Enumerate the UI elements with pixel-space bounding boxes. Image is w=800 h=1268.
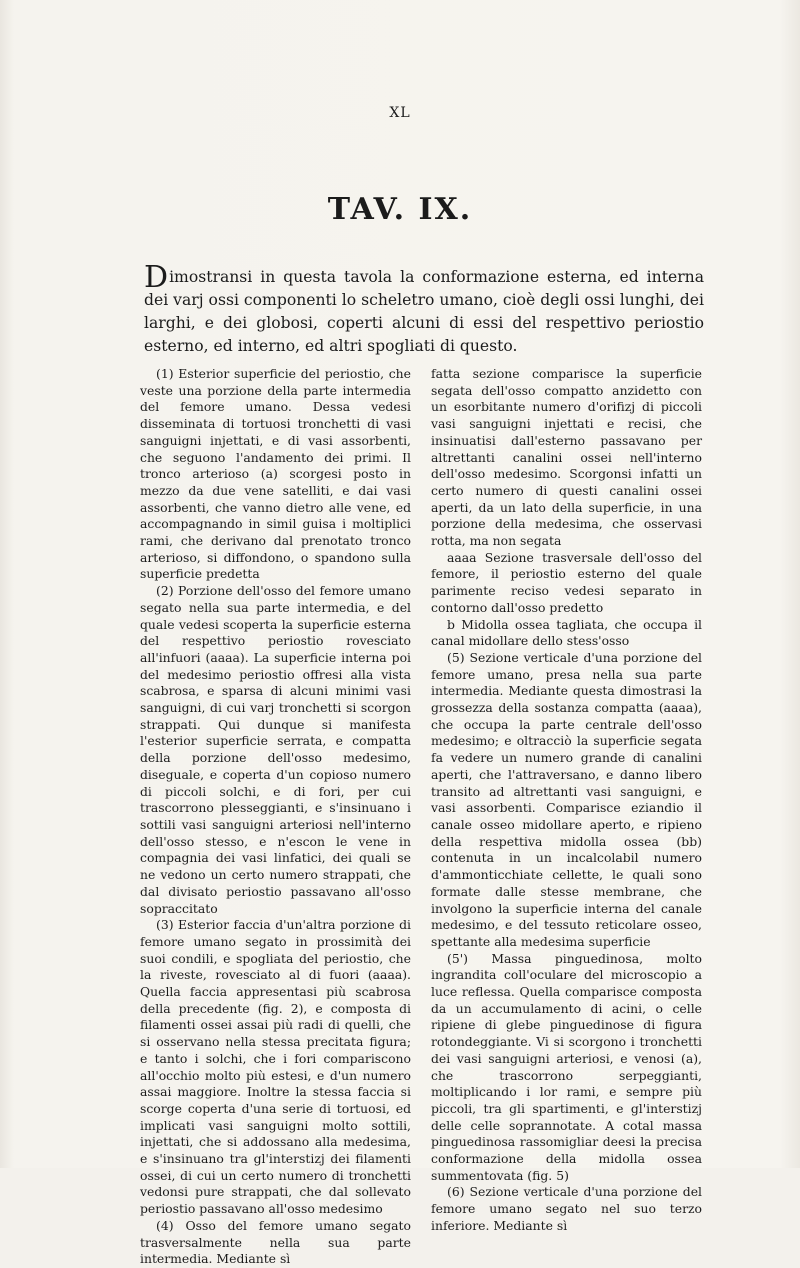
paragraph-2: (2) Porzione dell'osso del femore umano segato nella sua parte intermedia, e del quale vedesi scoperta la superficie esterna del respettivo periostio rovesciato all'infuori (aaaa). La superficie interna poi del medesimo periostio offresi alla vista scabrosa, e sparsa di alcuni minimi vasi sanguigni, di cui varj tronchetti si scorgon strappati. Qui dunque si manifesta l'esterior superficie serrata, e compatta della porzione dell'osso medesimo, diseguale, e coperta d'un copioso numero di piccoli solchi, e di fori, per cui trascorrono plesseggianti, e s'insinuano i sottili vasi sanguigni arteriosi nell'interno dell'osso stesso, e n'escon le vene in compagnia dei vasi linfatici, dei quali se ne vedono un certo numero strappati, che dal divisato periostio passavano all'osso sopraccitato — [140, 583, 411, 916]
paragraph-6: (6) Sezione verticale d'una porzione del femore umano segato nel suo terzo inferiore. Mediante sì — [431, 1184, 702, 1233]
paragraph-3: (3) Esterior faccia d'un'altra porzione di femore umano segato in prossimità dei suoi condili, e spogliata del periostio, che la riveste, rovesciato al di fuori (aaaa). Quella faccia appresentasi più scabrosa della precedente (fig. 2), e composta di filamenti ossei assai più radi di quelli, che si osservano nella stessa precitata figura; e tanto i solchi, che i fori compariscono all'occhio molto più estesi, e d'un numero assai maggiore. Inoltre la stessa faccia si scorge coperta d'una serie di tortuosi, ed implicati vasi sanguigni molto sottili, injettati, che si addossano alla medesima, e s'insinuano tra gl'interstizj dei filamenti ossei, di cui un certo numero di tronchetti vedonsi pure strappati, che dal sollevato periostio passavano all'osso medesimo — [140, 917, 411, 1217]
paragraph-5: (5) Sezione verticale d'una porzione del femore umano, presa nella sua parte intermedia. Mediante questa dimostrasi la grossezza della sostanza compatta (aaaa), che occupa la parte centrale dell'osso medesimo; e oltracciò la superficie segata fa vedere un numero grande di canalini aperti, che l'attraversano, e danno libero transito ad altrettanti vasi sanguigni, e vasi assorbenti. Comparisce eziandio il canale osseo midollare aperto, e ripieno della respettiva midolla ossea (bb) contenuta in un incalcolabil numero d'ammonticchiate cellette, le quali sono formate dalle stesse membrane, che involgono la superficie interna del canale medesimo, e del tessuto reticolare osseo, spettante alla medesima superficie — [431, 649, 702, 949]
paragraph-4: (4) Osso del femore umano segato trasversalmente nella sua parte intermedia. Mediante sì — [140, 1217, 411, 1267]
text-columns — [140, 366, 702, 1268]
paragraph-4-aaaa: aaaa Sezione trasversale dell'osso del femore, il periostio esterno del quale parimente reciso vedesi separato in contorno dall'osso predetto — [431, 549, 702, 615]
intro-paragraph — [144, 260, 704, 358]
intro-dropcap: D — [144, 260, 169, 295]
paragraph-5-prime: (5') Massa pinguedinosa, molto ingrandita coll'oculare del microscopio a luce reflessa. Quella comparisce composta da un accumulamento di acini, o celle ripiene di glebe pinguedinose di figura rotondeggiante. Vi si scorgono i tronchetti dei vasi sanguigni arteriosi, e venosi (a), che trascorrono serpeggianti, moltiplicando i lor rami, e sempre più piccoli, tra gli spartimenti, e gl'interstizj delle celle soprannotate. A cotal massa pinguedinosa rassomigliar deesi la precisa conformazione della midolla ossea summentovata (fig. 5) — [431, 950, 702, 1183]
paragraph-1: (1) Esterior superficie del periostio, che veste una porzione della parte intermedia del femore umano. Dessa vedesi disseminata di tortuosi tronchetti di vasi sanguigni injettati, e di vasi assorbenti, che seguono l'andamento dei primi. Il tronco arterioso (a) scorgesi posto in mezzo da due vene satelliti, e dai vasi assorbenti, che vanno dietro alle vene, ed accompagnando in simil guisa i moltiplici rami, che derivano dal prenotato tronco arterioso, si diffondono, o spandono sulla superficie predetta — [140, 366, 411, 582]
intro-text: imostransi in questa tavola la conformazione esterna, ed interna dei varj ossi componenti lo scheletro umano, cioè degli ossi lunghi, dei larghi, e dei globosi, coperti alcuni di essi del respettivo periostio esterno, ed interno, ed altri spogliati di questo. — [144, 268, 704, 355]
paragraph-4-continued: fatta sezione comparisce la superficie segata dell'osso compatto anzidetto con un esorbitante numero d'orifizj di piccoli vasi sanguigni injettati e recisi, che insinuatisi dall'esterno passavano per altrettanti canalini ossei nell'interno dell'osso medesimo. Scorgonsi infatti un certo numero di questi canalini ossei aperti, da un lato della superficie, in una porzione della medesima, che osservasi rotta, ma non segata — [431, 366, 702, 549]
paragraph-4-b: b Midolla ossea tagliata, che occupa il canal midollare dello stess'osso — [431, 616, 702, 649]
plate-title: TAV. IX. — [327, 192, 473, 227]
right-column — [431, 366, 702, 1268]
left-column — [140, 366, 411, 1268]
page-number: XL — [389, 105, 411, 121]
